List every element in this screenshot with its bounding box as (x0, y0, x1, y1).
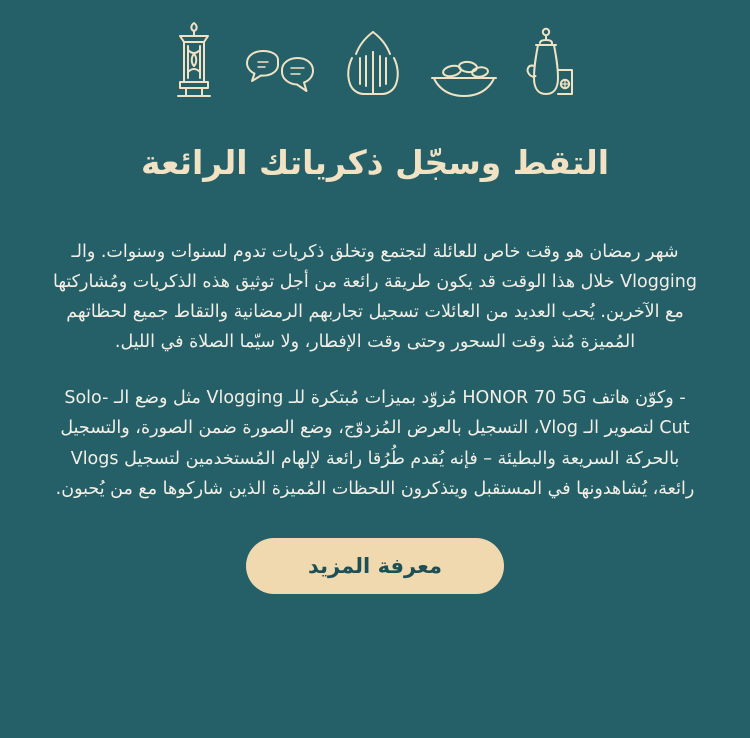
speech-bubbles-icon (244, 50, 316, 100)
icon-row (166, 22, 584, 100)
learn-more-button[interactable]: معرفة المزيد (246, 538, 504, 594)
lantern-icon (166, 20, 222, 100)
cta-container (0, 538, 750, 594)
praying-hands-icon (338, 28, 408, 100)
body-paragraph-1: شهر رمضان هو وقت خاص للعائلة لتجتمع وتخلق ذكريات تدوم لسنوات وسنوات. والـ Vlogging خلال هذا الوقت قد يكون طريقة رائعة من أجل توثيق هذه الذكريات ومُشاركتها مع الآخرين. يُحب العديد من العائلات تسجيل تجاربهم الرمضانية والتقاط جميع لحظاتهم المُميزة مُنذ وقت السحور وحتى وقت الإفطار، ولا سيّما الصلاة في الليل. (53, 242, 697, 353)
body-paragraph-2: - وكوّن هاتف HONOR 70 5G مُزوّد بميزات مُبتكرة للـ Vlogging مثل وضع الـ Solo-Cut لتصوير الـ Vlog، التسجيل بالعرض المُزدوّج، وضع الصورة ضمن الصورة، والتسجيل بالحركة السريعة والبطيئة – فإنه يُقدم طُرُقا رائعة لإلهام المُستخدمين لتسجيل Vlogs رائعة، يُشاهدونها في المستقبل ويتذكرون اللحظات المُميزة الذين شاركوها مع من يُحبون. (55, 388, 695, 499)
page-title: التقط وسجّل ذكرياتك الرائعة (140, 143, 610, 182)
coffee-pot-icon (520, 26, 584, 100)
bowl-of-dates-icon (430, 54, 498, 100)
